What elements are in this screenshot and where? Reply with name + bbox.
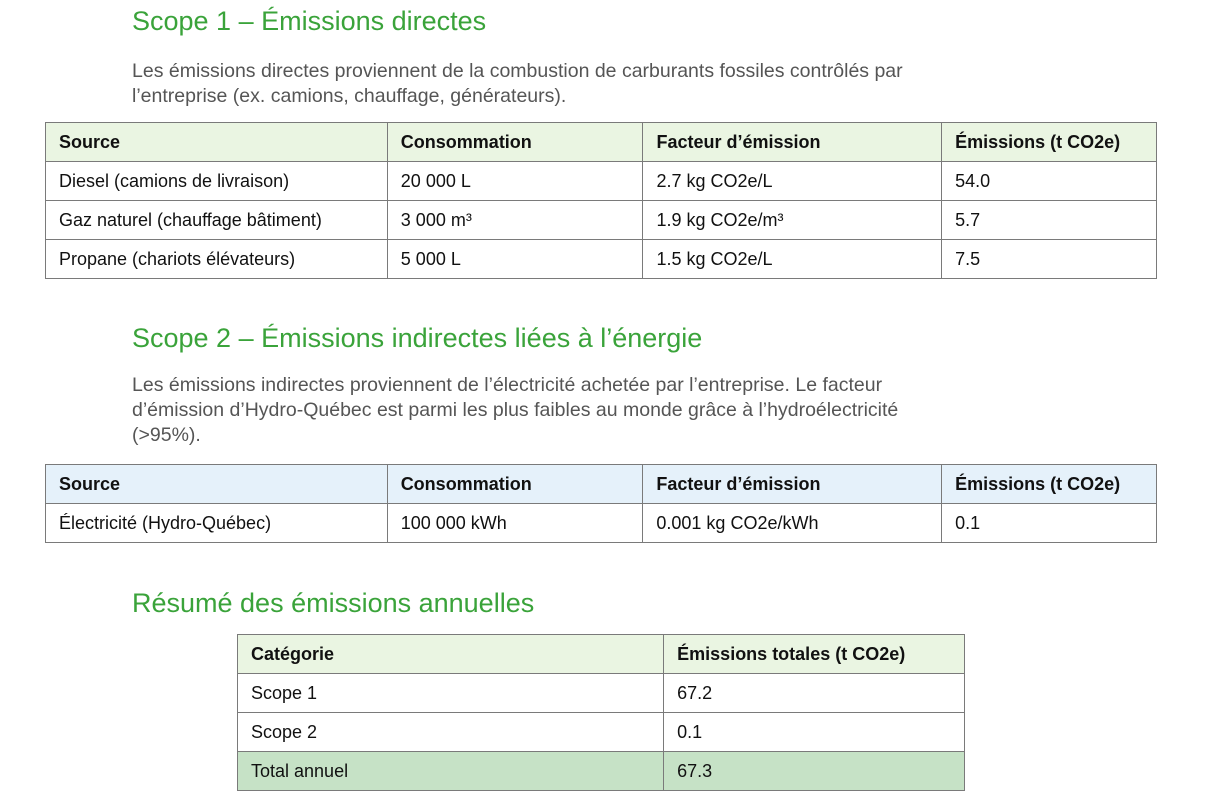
column-header-source: Source	[46, 465, 388, 504]
scope1-heading: Scope 1 – Émissions directes	[132, 6, 487, 36]
table-cell: Gaz naturel (chauffage bâtiment)	[46, 201, 388, 240]
column-header-source: Source	[46, 123, 388, 162]
table-cell: 2.7 kg CO2e/L	[643, 162, 942, 201]
table-cell: Scope 2	[238, 713, 664, 752]
table-cell: 54.0	[942, 162, 1157, 201]
column-header-consumption: Consommation	[387, 123, 643, 162]
scope2-paragraph	[132, 373, 898, 448]
table-cell: 67.2	[664, 674, 965, 713]
table-row	[46, 240, 1157, 279]
table-cell: 20 000 L	[387, 162, 643, 201]
column-header-emissions: Émissions (t CO2e)	[942, 123, 1157, 162]
table-cell: 0.1	[942, 504, 1157, 543]
scope2-heading: Scope 2 – Émissions indirectes liées à l’énergie	[132, 323, 703, 353]
table-row	[238, 674, 965, 713]
table-cell: Diesel (camions de livraison)	[46, 162, 388, 201]
scope2-table	[45, 464, 1157, 543]
column-header-consumption: Consommation	[387, 465, 643, 504]
scope1-table	[45, 122, 1157, 279]
table-header-row	[46, 465, 1157, 504]
table-cell: 0.001 kg CO2e/kWh	[643, 504, 942, 543]
scope2-paragraph-line: (>95%).	[132, 424, 201, 446]
table-row	[46, 504, 1157, 543]
column-header-total-emissions: Émissions totales (t CO2e)	[664, 635, 965, 674]
table-header-row	[46, 123, 1157, 162]
table-cell: Propane (chariots élévateurs)	[46, 240, 388, 279]
table-cell: 0.1	[664, 713, 965, 752]
table-cell: Électricité (Hydro-Québec)	[46, 504, 388, 543]
table-cell: 5.7	[942, 201, 1157, 240]
table-row	[46, 201, 1157, 240]
table-cell: 7.5	[942, 240, 1157, 279]
column-header-emissions: Émissions (t CO2e)	[942, 465, 1157, 504]
table-cell: Scope 1	[238, 674, 664, 713]
summary-table	[237, 634, 965, 791]
table-cell: 100 000 kWh	[387, 504, 643, 543]
summary-heading: Résumé des émissions annuelles	[132, 588, 535, 618]
table-header-row	[238, 635, 965, 674]
column-header-category: Catégorie	[238, 635, 664, 674]
table-row	[238, 713, 965, 752]
total-value: 67.3	[664, 752, 965, 791]
scope1-paragraph-line: Les émissions directes proviennent de la combustion de carburants fossiles contrôlés par	[132, 60, 903, 82]
table-cell: 1.5 kg CO2e/L	[643, 240, 942, 279]
table-cell: 3 000 m³	[387, 201, 643, 240]
column-header-emission-factor: Facteur d’émission	[643, 123, 942, 162]
scope2-paragraph-line: Les émissions indirectes proviennent de l’électricité achetée par l’entreprise. Le facteur	[132, 374, 883, 396]
total-row	[238, 752, 965, 791]
column-header-emission-factor: Facteur d’émission	[643, 465, 942, 504]
scope2-paragraph-line: d’émission d’Hydro-Québec est parmi les plus faibles au monde grâce à l’hydroélectricité	[132, 399, 899, 421]
total-label: Total annuel	[238, 752, 664, 791]
scope1-paragraph	[132, 59, 903, 109]
scope1-paragraph-line: l’entreprise (ex. camions, chauffage, générateurs).	[132, 85, 567, 107]
table-row	[46, 162, 1157, 201]
table-cell: 1.9 kg CO2e/m³	[643, 201, 942, 240]
table-cell: 5 000 L	[387, 240, 643, 279]
